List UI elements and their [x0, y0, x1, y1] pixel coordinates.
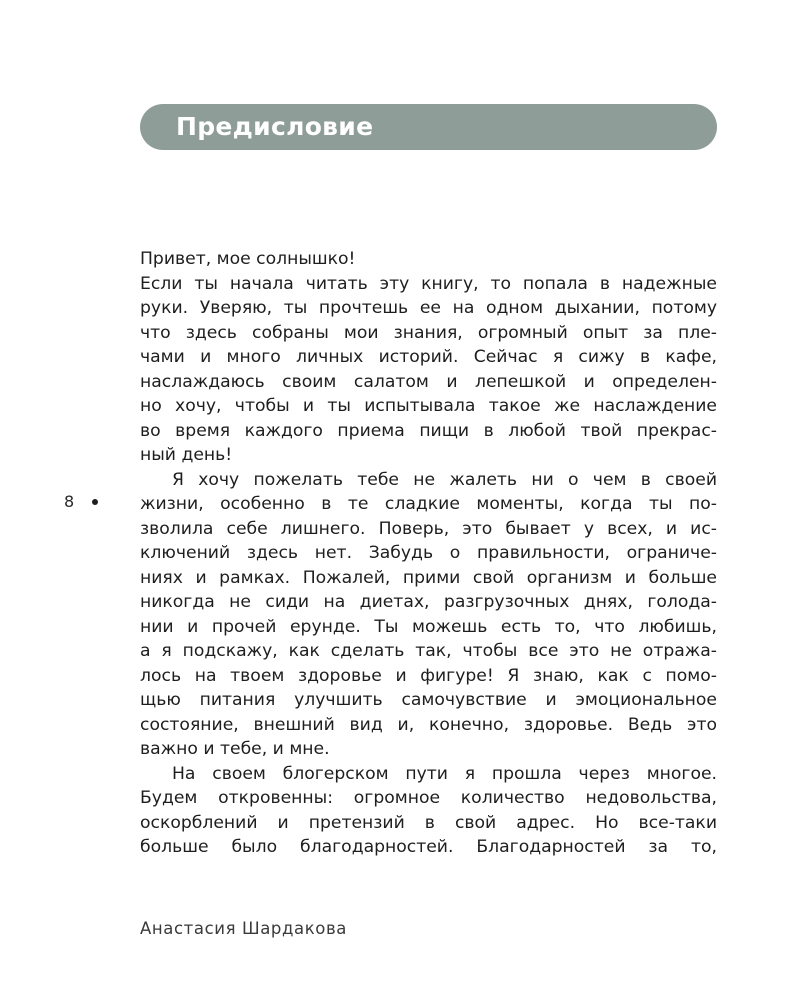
text-line: больше было благодарностей. Благодарностей за то, [140, 837, 717, 857]
page-number-bullet [92, 499, 98, 505]
text-line: наслаждаюсь своим салатом и лепешкой и определен- [140, 371, 717, 392]
text-line: оскорблений и претензий в свой адрес. Но все-таки [140, 812, 717, 833]
text-line: ниях и рамках. Пожалей, прими свой организм и больше [140, 567, 717, 588]
body-text [140, 247, 717, 860]
text-line: Будем откровенны: огромное количество недовольства, [140, 788, 717, 808]
chapter-banner [140, 104, 717, 150]
text-line: чами и много личных историй. Сейчас я сижу в кафе, [140, 347, 717, 367]
text-line: ный день! [140, 445, 233, 465]
text-line: ключений здесь нет. Забудь о правильности, ограниче- [140, 543, 717, 563]
page-number: 8 [64, 492, 75, 511]
text-line: но хочу, чтобы и ты испытывала такое же наслаждение [140, 396, 717, 416]
text-line: нии и прочей ерунде. Ты можешь есть то, что любишь, [140, 616, 717, 637]
text-line: руки. Уверяю, ты прочтешь ее на одном дыхании, потому [140, 298, 717, 318]
text-line: Если ты начала читать эту книгу, то попала в надежные [140, 273, 717, 294]
text-line: никогда не сиди на диетах, разгрузочных днях, голода- [140, 592, 717, 612]
text-line: жизни, особенно в те сладкие моменты, когда ты по- [140, 494, 717, 514]
text-line: щью питания улучшить самочувствие и эмоциональное [140, 690, 717, 710]
running-footer-author: Анастасия Шардакова [140, 919, 347, 938]
chapter-title: Предисловие [176, 112, 374, 141]
text-line: зволила себе лишнего. Поверь, это бывает у всех, и ис- [140, 518, 717, 539]
text-line: важно и тебе, и мне. [140, 739, 330, 759]
text-line: Я хочу пожелать тебе не жалеть ни о чем в своей [172, 469, 717, 490]
text-line: состояние, внешний вид и, конечно, здоровье. Ведь это [140, 714, 717, 735]
text-line: Привет, мое солнышко! [140, 249, 356, 269]
text-line: На своем блогерском пути я прошла через многое. [172, 763, 717, 784]
text-line: а я подскажу, как сделать так, чтобы все это не отража- [140, 641, 717, 661]
text-line: лось на твоем здоровье и фигуре! Я знаю, как с помо- [140, 665, 717, 686]
text-line: что здесь собраны мои знания, огромный опыт за пле- [140, 322, 717, 343]
text-line: во время каждого приема пищи в любой твой прекрас- [140, 420, 717, 441]
